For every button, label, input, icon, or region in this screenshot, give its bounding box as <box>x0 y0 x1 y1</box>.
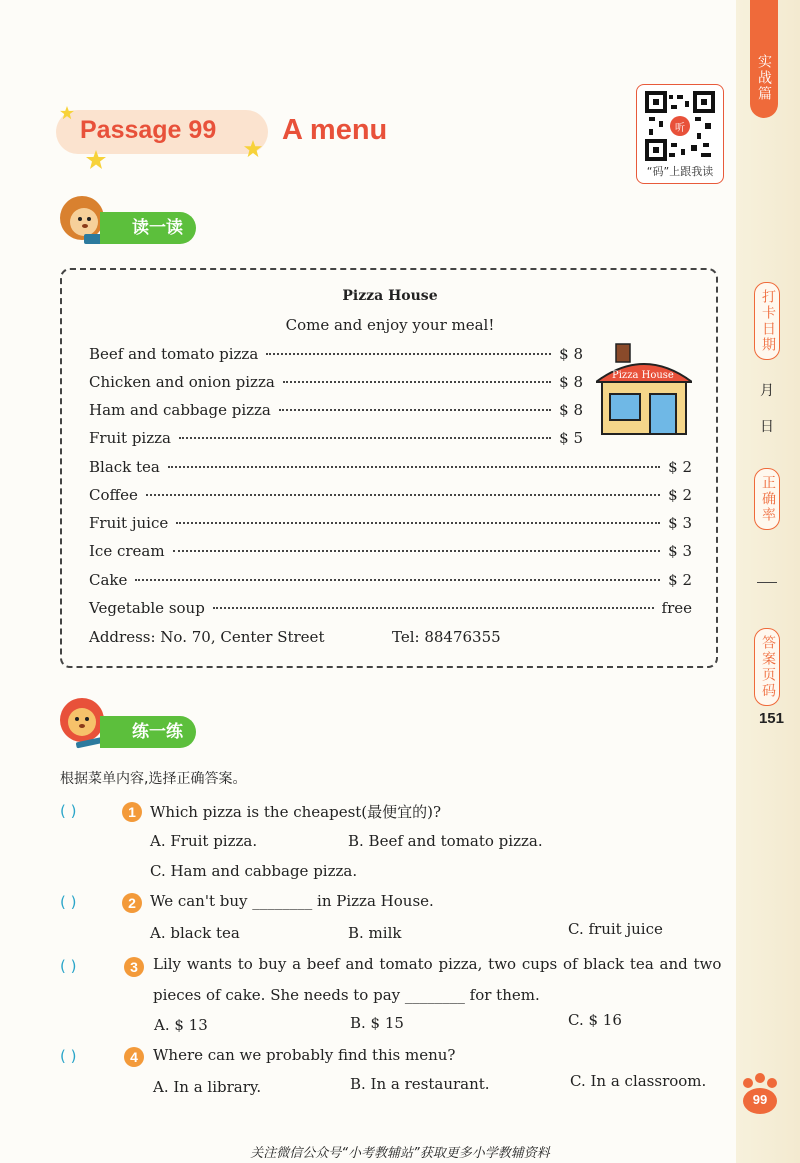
menu-item <box>89 345 583 363</box>
option-a[interactable]: A. $ 13 <box>154 1016 208 1034</box>
menu-item-name: Coffee <box>89 486 138 504</box>
leader-dots <box>283 381 551 383</box>
menu-item <box>89 486 692 504</box>
option-b[interactable]: B. milk <box>348 924 402 942</box>
leader-dots <box>266 353 551 355</box>
page-title: A menu <box>282 114 388 146</box>
leader-dots <box>279 409 551 411</box>
menu-item-price: $ 5 <box>559 429 583 447</box>
menu-item-name: Ham and cabbage pizza <box>89 401 271 419</box>
option-b[interactable]: B. In a restaurant. <box>350 1075 490 1093</box>
option-b[interactable]: B. $ 15 <box>350 1014 404 1032</box>
qr-caption: “码”上跟我读 <box>646 165 714 178</box>
menu-item-price: $ 8 <box>559 373 583 391</box>
menu-shop-name: Pizza House <box>342 288 438 304</box>
answer-blank[interactable]: ( ) <box>60 1047 77 1065</box>
option-c[interactable]: C. In a classroom. <box>570 1072 707 1090</box>
read-section-banner: 读一读 <box>100 212 196 244</box>
checkin-date-label: 打卡日期 <box>754 282 780 360</box>
menu-item <box>89 571 692 589</box>
answer-blank[interactable]: ( ) <box>60 893 77 911</box>
menu-item-price: $ 2 <box>668 486 692 504</box>
menu-item <box>89 542 692 560</box>
menu-item-name: Fruit juice <box>89 514 169 532</box>
question-text: Which pizza is the cheapest(最便宜的)? <box>150 803 442 821</box>
menu-item-name: Black tea <box>89 458 160 476</box>
menu-item <box>89 458 692 476</box>
qr-listen-badge: 听 <box>675 123 685 134</box>
menu-item-name: Ice cream <box>89 542 165 560</box>
question-text: We can't buy ________ in Pizza House. <box>150 892 434 910</box>
menu-address: Address: No. 70, Center Street <box>89 628 325 646</box>
menu-tel-line <box>392 628 501 646</box>
option-a[interactable]: A. Fruit pizza. <box>150 832 258 850</box>
page-number-badge <box>740 1073 780 1115</box>
footer-note: 关注微信公众号“小考教辅站”获取更多小学教辅资料 <box>250 1146 550 1161</box>
option-b[interactable]: B. Beef and tomato pizza. <box>348 832 543 850</box>
menu-item-price: $ 3 <box>668 514 692 532</box>
leader-dots <box>176 522 660 524</box>
question-number: 1 <box>122 802 142 822</box>
practice-section-banner: 练一练 <box>100 716 196 748</box>
qr-code[interactable] <box>636 84 724 184</box>
menu-item-name: Chicken and onion pizza <box>89 373 275 391</box>
star-icon <box>60 106 74 120</box>
passage-label: Passage 99 <box>80 116 217 144</box>
page-number: 99 <box>752 1092 768 1107</box>
menu-item <box>89 429 583 447</box>
answer-blank[interactable]: ( ) <box>60 802 77 820</box>
star-icon <box>244 140 262 158</box>
pizza-house-sign: Pizza House <box>612 370 674 381</box>
menu-item-price: $ 2 <box>668 458 692 476</box>
question-number: 4 <box>124 1047 144 1067</box>
answer-page-label: 答案页码 <box>754 628 780 706</box>
leader-dots <box>173 550 661 552</box>
menu-item <box>89 401 583 419</box>
leader-dots <box>146 494 660 496</box>
option-c[interactable]: C. Ham and cabbage pizza. <box>150 862 358 880</box>
option-a[interactable]: A. black tea <box>150 924 240 942</box>
menu-item-price: $ 3 <box>668 542 692 560</box>
star-icon <box>86 150 106 170</box>
day-label: 日 <box>760 419 774 435</box>
question-text-continued: pieces of cake. She needs to pay ________ for them. <box>153 986 540 1004</box>
leader-dots <box>135 579 660 581</box>
answer-page-number: 151 <box>758 710 784 727</box>
question-number: 2 <box>122 893 142 913</box>
option-a[interactable]: A. In a library. <box>153 1078 262 1096</box>
menu-item-name: Fruit pizza <box>89 429 171 447</box>
option-c[interactable]: C. $ 16 <box>568 1011 622 1029</box>
question-text: Lily wants to buy a beef and tomato pizza, two cups of black tea and two <box>153 955 722 973</box>
question-text: Where can we probably find this menu? <box>153 1046 456 1064</box>
answer-blank[interactable]: ( ) <box>60 957 77 975</box>
menu-tel: Tel: 88476355 <box>392 628 501 646</box>
menu-item <box>89 373 583 391</box>
accuracy-blank <box>757 582 777 583</box>
pizza-house-illustration <box>596 338 692 438</box>
section-tab: 实战篇 <box>750 0 778 118</box>
month-label: 月 <box>760 383 774 399</box>
leader-dots <box>179 437 551 439</box>
menu-item-price: $ 8 <box>559 345 583 363</box>
option-c[interactable]: C. fruit juice <box>568 920 663 938</box>
menu-item-price: $ 2 <box>668 571 692 589</box>
menu-item <box>89 599 692 617</box>
leader-dots <box>213 607 654 609</box>
question-number: 3 <box>124 957 144 977</box>
menu-item-price: free <box>661 599 692 617</box>
menu-tagline: Come and enjoy your meal! <box>285 316 495 334</box>
menu-item-name: Cake <box>89 571 128 589</box>
menu-item <box>89 514 692 532</box>
instructions: 根据菜单内容,选择正确答案。 <box>60 771 247 787</box>
menu-item-name: Beef and tomato pizza <box>89 345 259 363</box>
menu-item-name: Vegetable soup <box>89 599 205 617</box>
accuracy-label: 正确率 <box>754 468 780 530</box>
leader-dots <box>168 466 660 468</box>
menu-item-price: $ 8 <box>559 401 583 419</box>
